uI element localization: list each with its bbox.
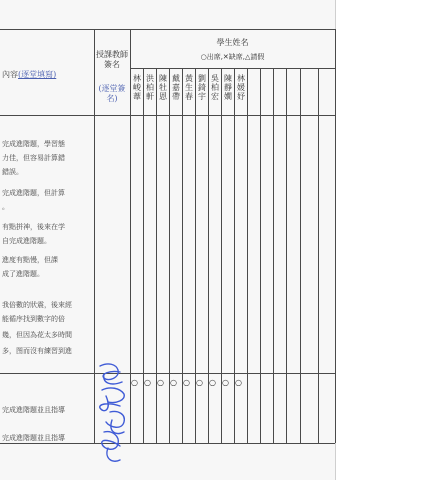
attendance-mark: ○	[170, 378, 177, 387]
attendance-mark: ○	[157, 378, 164, 387]
note-line: 力佳，但容易計算錯	[2, 154, 65, 162]
content-header	[2, 70, 56, 79]
note-line: 能循序找到數字的倍	[2, 315, 65, 323]
content-fill-note: (逐堂填寫)	[18, 70, 57, 79]
teacher-sign-label: 授課教師簽名	[96, 50, 128, 69]
note-line: 完成進階題，但計算	[2, 189, 65, 197]
note-line: 我倍數的狀震，後來經	[2, 301, 72, 309]
note-line: 多，图而沒有練習到進	[2, 347, 72, 355]
attendance-mark: ○	[131, 378, 138, 387]
attendance-legend: ○出席,✕缺席,△請假	[200, 53, 265, 61]
content-label: 內容	[2, 70, 18, 79]
attendance-mark: ○	[183, 378, 190, 387]
students-title: 學生姓名	[216, 38, 249, 47]
student-name: 林峻葦	[133, 74, 141, 101]
note-line: 完成進階題並且指導	[2, 434, 65, 442]
note-line: 成了進階題。	[2, 270, 44, 278]
page-margin	[335, 0, 426, 480]
student-name: 洪柏軒	[146, 74, 154, 101]
attendance-mark: ○	[222, 378, 229, 387]
student-name: 陳靜嫺	[224, 74, 232, 101]
teacher-signature	[90, 360, 140, 470]
student-name: 戴嘉帶	[172, 74, 180, 101]
note-line: 完成進階題並且指導	[2, 406, 65, 414]
teacher-sign-note: (逐堂簽名)	[98, 84, 126, 103]
student-name: 吳柏宏	[211, 74, 219, 101]
student-name: 黃生春	[185, 74, 193, 101]
note-line: 。	[2, 203, 9, 211]
student-name: 林媛妤	[237, 74, 245, 101]
note-line: 自完成進階題。	[2, 237, 51, 245]
note-line: 進度有點慢，但課	[2, 256, 58, 264]
student-name: 陳牡恩	[159, 74, 167, 101]
note-line: 錯誤。	[2, 168, 23, 176]
attendance-mark: ○	[209, 378, 216, 387]
student-name: 劉錡宇	[198, 74, 206, 101]
attendance-mark: ○	[196, 378, 203, 387]
attendance-mark: ○	[144, 378, 151, 387]
note-line: 完成進階題，學習態	[2, 140, 65, 148]
note-line: 有點拼神，後來在学	[2, 223, 65, 231]
attendance-mark: ○	[235, 378, 242, 387]
note-line: 幾，但因為花太多時間	[2, 331, 72, 339]
